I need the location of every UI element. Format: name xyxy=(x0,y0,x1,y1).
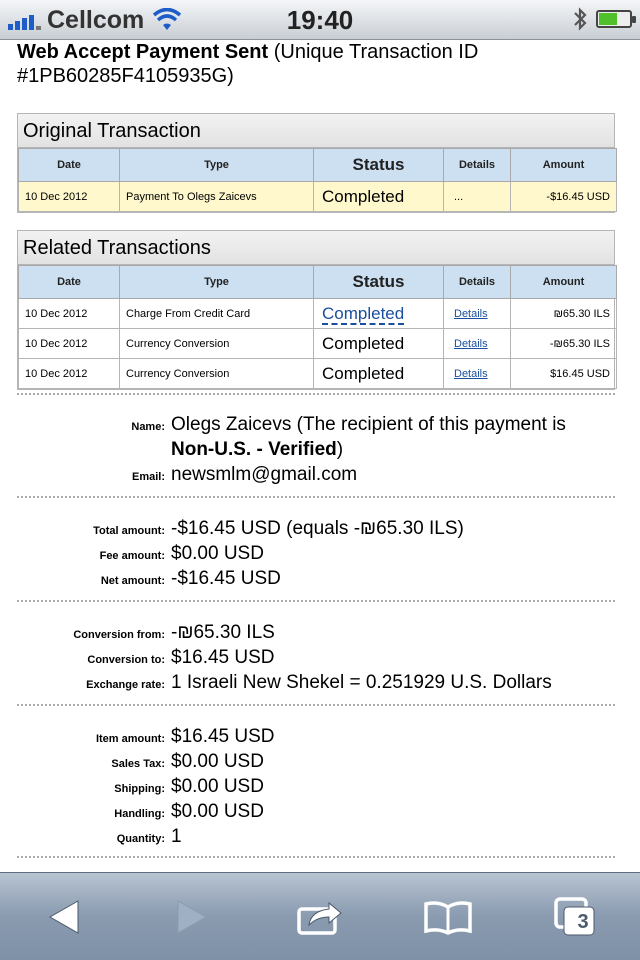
item-amount-label: Item amount: xyxy=(95,733,165,745)
cell-date: 10 Dec 2012 xyxy=(19,359,120,389)
verified-status: Non-U.S. - Verified xyxy=(171,439,337,460)
bluetooth-icon xyxy=(572,6,588,32)
cell-amount: -$16.45 USD xyxy=(511,182,617,212)
exchange-rate-label: Exchange rate: xyxy=(86,679,165,691)
bookmarks-icon xyxy=(422,899,474,935)
total-value: -$16.45 USD (equals -₪65.30 ILS) xyxy=(171,518,464,539)
cell-date: 10 Dec 2012 xyxy=(19,329,120,359)
divider xyxy=(17,496,615,498)
divider xyxy=(17,393,615,395)
page-title xyxy=(17,40,627,88)
item-amount-value: $16.45 USD xyxy=(171,726,275,747)
net-label: Net amount: xyxy=(100,575,165,587)
cell-date: 10 Dec 2012 xyxy=(19,182,120,212)
browser-toolbar xyxy=(0,872,640,960)
col-header-type: Type xyxy=(120,149,314,182)
handling-label: Handling: xyxy=(114,808,165,820)
col-header-date: Date xyxy=(19,266,120,299)
bookmarks-button[interactable] xyxy=(413,887,483,947)
paren: ) xyxy=(336,439,344,460)
shipping-label: Shipping: xyxy=(114,783,165,795)
col-header-amount: Amount xyxy=(511,149,617,182)
totals-section xyxy=(0,516,640,591)
cell-status: Completed xyxy=(314,329,444,359)
email-label: Email: xyxy=(131,471,165,483)
handling-value: $0.00 USD xyxy=(171,801,264,822)
divider xyxy=(17,704,615,706)
fee-label: Fee amount: xyxy=(99,550,165,562)
conversion-section xyxy=(0,620,640,695)
cell-details[interactable] xyxy=(444,299,511,329)
cell-details[interactable] xyxy=(444,359,511,389)
status-bar xyxy=(0,0,640,40)
cell-amount: ₪65.30 ILS xyxy=(511,299,617,329)
back-button[interactable] xyxy=(29,887,99,947)
col-header-details: Details xyxy=(444,266,511,299)
quantity-value: 1 xyxy=(171,826,182,847)
details-link[interactable]: Details xyxy=(454,367,488,380)
email-value: newsmlm@gmail.com xyxy=(171,464,358,485)
section-title: Related Transactions xyxy=(18,231,614,265)
exchange-rate-value: 1 Israeli New Shekel = 0.251929 U.S. Dollars xyxy=(171,672,552,693)
cell-details: ... xyxy=(444,182,511,212)
divider xyxy=(17,856,615,858)
carrier-name: Cellcom xyxy=(47,5,145,34)
cell-type: Currency Conversion xyxy=(120,329,314,359)
tabs-icon xyxy=(552,895,600,939)
transaction-id: (Unique Transaction ID #1PB60285F4105935G) xyxy=(17,41,479,87)
net-value: -$16.45 USD xyxy=(171,568,281,589)
sales-tax-label: Sales Tax: xyxy=(111,758,165,770)
recipient-name: Olegs Zaicevs (The recipient of this payment is xyxy=(171,414,566,435)
recipient-section xyxy=(0,412,640,487)
cell-amount: -₪65.30 ILS xyxy=(511,329,617,359)
table-row xyxy=(19,329,617,359)
forward-icon xyxy=(174,897,210,937)
details-link[interactable]: Details xyxy=(454,307,488,320)
conversion-to-label: Conversion to: xyxy=(87,654,165,666)
col-header-amount: Amount xyxy=(511,266,617,299)
details-link[interactable]: Details xyxy=(454,337,488,350)
col-header-type: Type xyxy=(120,266,314,299)
battery-icon xyxy=(596,10,632,28)
related-transactions-table xyxy=(17,230,615,390)
cell-status: Completed xyxy=(314,359,444,389)
tabs-count: 3 xyxy=(577,911,589,933)
table-row xyxy=(19,359,617,389)
col-header-status: Status xyxy=(314,149,444,182)
col-header-date: Date xyxy=(19,149,120,182)
shipping-value: $0.00 USD xyxy=(171,776,264,797)
clock: 19:40 xyxy=(286,5,354,35)
col-header-details: Details xyxy=(444,149,511,182)
cell-status[interactable] xyxy=(314,299,444,329)
forward-button[interactable] xyxy=(157,887,227,947)
cell-type: Payment To Olegs Zaicevs xyxy=(120,182,314,212)
cell-amount: $16.45 USD xyxy=(511,359,617,389)
name-value xyxy=(171,412,591,462)
conversion-from-label: Conversion from: xyxy=(73,629,165,641)
quantity-label: Quantity: xyxy=(116,833,165,845)
status-link[interactable]: Completed xyxy=(322,303,405,323)
table-row xyxy=(19,299,617,329)
conversion-to-value: $16.45 USD xyxy=(171,647,275,668)
conversion-from-value: -₪65.30 ILS xyxy=(171,622,275,643)
back-icon xyxy=(46,897,82,937)
share-button[interactable] xyxy=(285,887,355,947)
cell-type: Charge From Credit Card xyxy=(120,299,314,329)
cell-date: 10 Dec 2012 xyxy=(19,299,120,329)
table-row xyxy=(19,182,617,212)
divider xyxy=(17,600,615,602)
name-label: Name: xyxy=(131,421,165,433)
title-text: Web Accept Payment Sent xyxy=(17,41,269,63)
cell-details[interactable] xyxy=(444,329,511,359)
cell-type: Currency Conversion xyxy=(120,359,314,389)
fee-value: $0.00 USD xyxy=(171,543,264,564)
cell-status: Completed xyxy=(314,182,444,212)
page-content xyxy=(0,40,640,872)
tabs-button[interactable] xyxy=(541,887,611,947)
col-header-status: Status xyxy=(314,266,444,299)
sales-tax-value: $0.00 USD xyxy=(171,751,264,772)
original-transaction-table xyxy=(17,113,615,213)
section-title: Original Transaction xyxy=(18,114,614,148)
total-label: Total amount: xyxy=(93,525,165,537)
item-section xyxy=(0,724,640,849)
share-icon xyxy=(295,897,345,937)
